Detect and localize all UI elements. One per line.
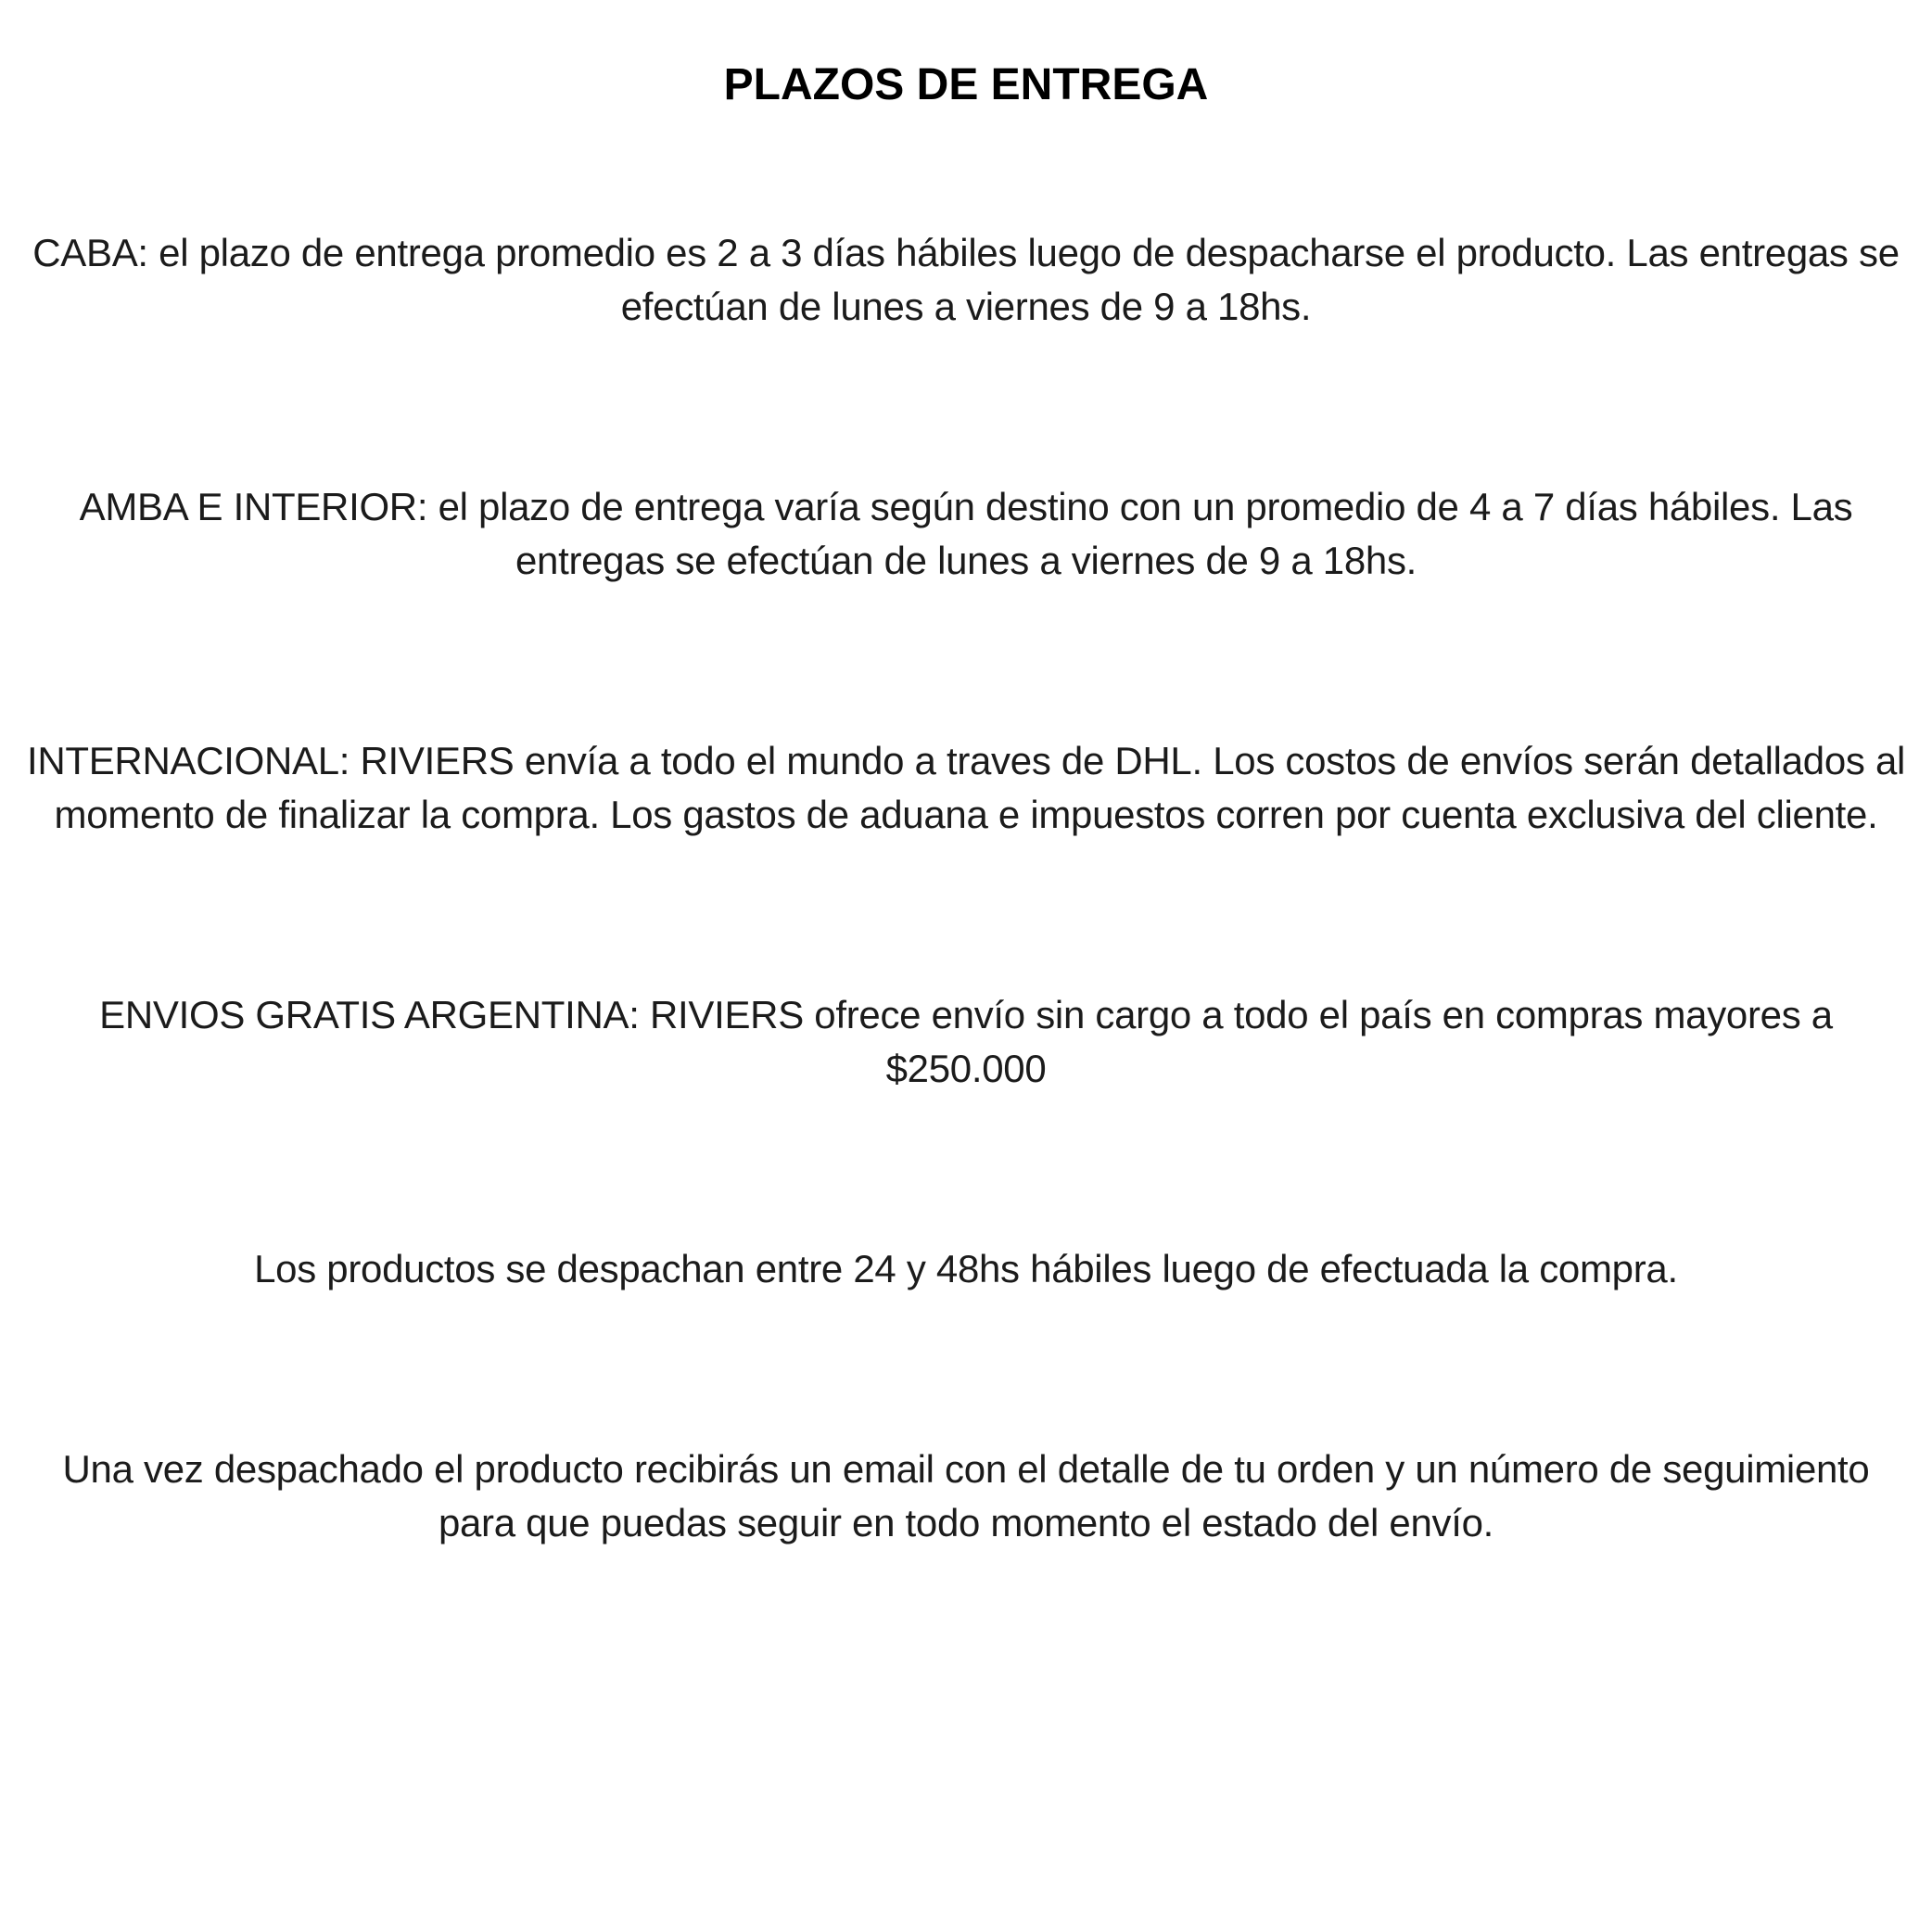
- paragraph-caba: CABA: el plazo de entrega promedio es 2 a 3 días hábiles luego de despacharse el producto. Las entregas se efectúan de lunes a viernes de 9 a 18hs.: [32, 231, 1900, 328]
- paragraph-internacional: INTERNACIONAL: RIVIERS envía a todo el mundo a traves de DHL. Los costos de envíos serán detallados al momento de finalizar la compra. Los gastos de aduana e impuestos corren por cuenta exclusiva del cliente.: [26, 739, 1906, 836]
- paragraph-despacho: Los productos se despachan entre 24 y 48hs hábiles luego de efectuada la compra.: [254, 1247, 1678, 1290]
- page-title: PLAZOS DE ENTREGA: [723, 60, 1209, 109]
- paragraph-seguimiento: Una vez despachado el producto recibirás un email con el detalle de tu orden y un número de seguimiento para que puedas seguir en todo momento el estado del envío.: [62, 1447, 1870, 1544]
- paragraph-amba-interior: AMBA E INTERIOR: el plazo de entrega varía según destino con un promedio de 4 a 7 días hábiles. Las entregas se efectúan de lunes a viernes de 9 a 18hs.: [79, 485, 1853, 582]
- paragraph-envios-gratis: ENVIOS GRATIS ARGENTINA: RIVIERS ofrece envío sin cargo a todo el país en compras mayores a $250.000: [99, 993, 1833, 1090]
